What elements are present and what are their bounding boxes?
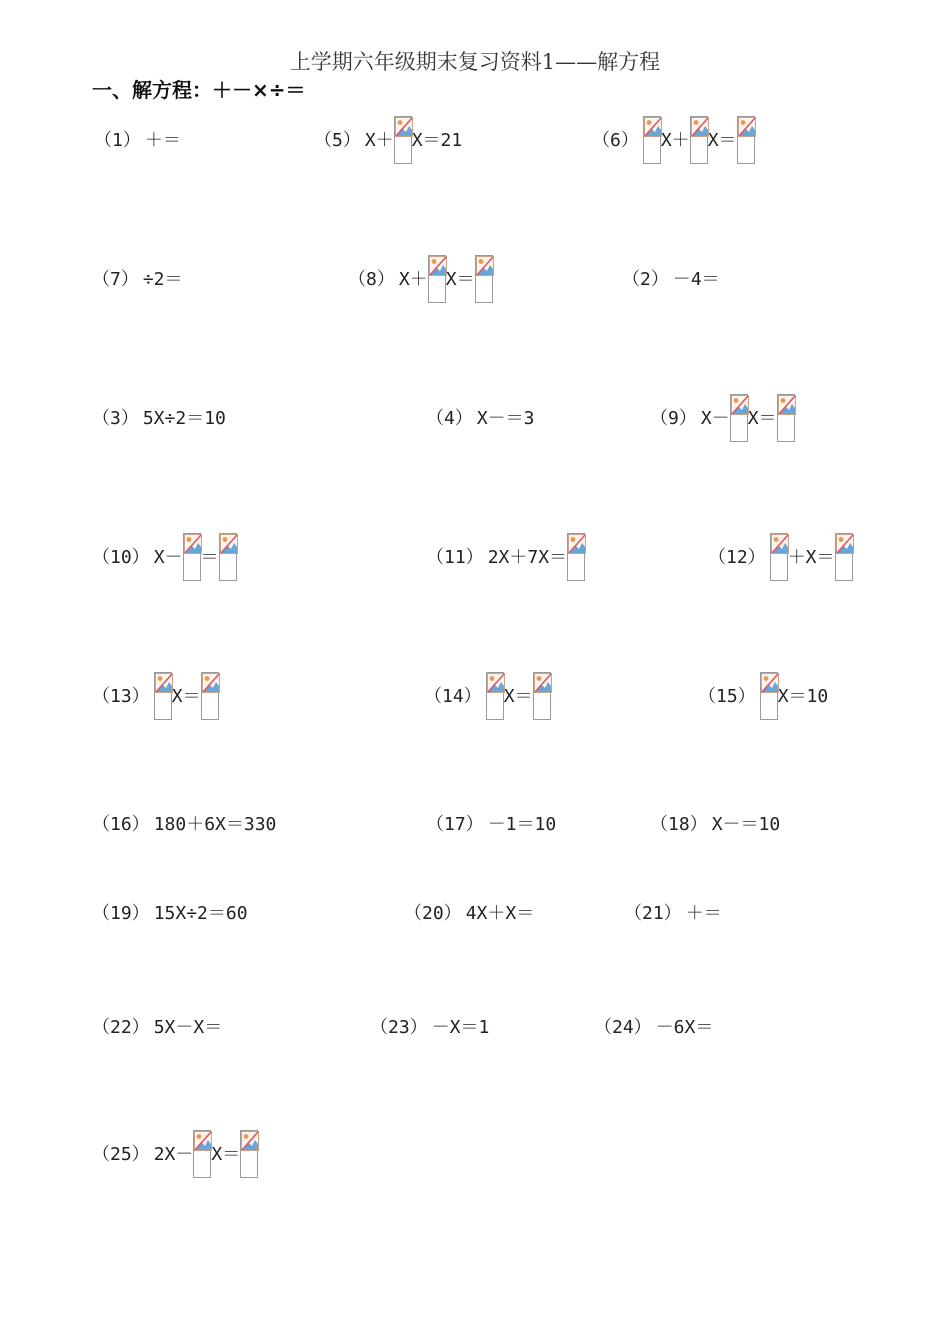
equation-text: X＝21: [411, 130, 463, 151]
equation-number: （23）: [370, 1017, 428, 1038]
equation-text: 2X－: [153, 1144, 194, 1165]
equation-text: X－: [700, 408, 730, 429]
equation-item: [348, 255, 493, 307]
equation-text: X＝: [445, 269, 475, 290]
equation-text: X－＝10: [711, 814, 781, 835]
fraction-image-placeholder-icon: [770, 533, 788, 581]
fraction-image-placeholder-icon: [154, 672, 172, 720]
equation-item: [424, 672, 551, 724]
equation-item: [92, 394, 226, 446]
equation-number: （16）: [92, 814, 150, 835]
fraction-image-placeholder-icon: [737, 116, 755, 164]
equation-text: X＋: [398, 269, 428, 290]
fraction-image-placeholder-icon: [219, 533, 237, 581]
equation-item: [92, 1130, 258, 1182]
equation-number: （12）: [708, 547, 766, 568]
equation-number: （8）: [348, 269, 395, 290]
equation-item: [92, 1003, 222, 1055]
fraction-image-placeholder-icon: [690, 116, 708, 164]
fraction-image-placeholder-icon: [730, 394, 748, 442]
fraction-image-placeholder-icon: [835, 533, 853, 581]
equation-number: （24）: [594, 1017, 652, 1038]
equation-number: （21）: [624, 903, 682, 924]
equation-text: 5X÷2＝10: [142, 408, 226, 429]
equation-item: [624, 889, 722, 941]
equation-text: X＝: [503, 686, 533, 707]
fraction-image-placeholder-icon: [394, 116, 412, 164]
equation-item: [426, 394, 535, 446]
equation-text: X＝: [211, 1144, 241, 1165]
equation-item: [92, 800, 276, 852]
fraction-image-placeholder-icon: [201, 672, 219, 720]
equation-text: －X＝1: [431, 1017, 490, 1038]
equation-text: 4X＋X＝: [465, 903, 535, 924]
fraction-image-placeholder-icon: [183, 533, 201, 581]
equation-number: （11）: [426, 547, 484, 568]
equation-number: （22）: [92, 1017, 150, 1038]
equation-number: （20）: [404, 903, 462, 924]
equation-number: （15）: [698, 686, 756, 707]
equation-number: （14）: [424, 686, 482, 707]
equation-text: X＋: [660, 130, 690, 151]
equation-item: [94, 116, 181, 168]
equation-item: [370, 1003, 489, 1055]
equation-item: [314, 116, 462, 168]
equation-text: ＋X＝: [787, 547, 835, 568]
equation-text: X－: [153, 547, 183, 568]
fraction-image-placeholder-icon: [760, 672, 778, 720]
equation-number: （10）: [92, 547, 150, 568]
fraction-image-placeholder-icon: [533, 672, 551, 720]
equation-text: 180＋6X＝330: [153, 814, 277, 835]
equation-item: [426, 533, 585, 585]
equation-item: [708, 533, 853, 585]
equation-item: [594, 1003, 713, 1055]
equation-item: [592, 116, 755, 168]
equation-number: （25）: [92, 1144, 150, 1165]
equation-text: X＝: [707, 130, 737, 151]
equation-item: [650, 800, 780, 852]
equation-text: X＋: [364, 130, 394, 151]
equation-text: －6X＝: [655, 1017, 714, 1038]
equation-item: [622, 255, 720, 307]
equation-number: （9）: [650, 408, 697, 429]
fraction-image-placeholder-icon: [643, 116, 661, 164]
equation-text: ＋＝: [144, 130, 181, 151]
equation-number: （3）: [92, 408, 139, 429]
equation-item: [698, 672, 828, 724]
equation-text: X＝10: [777, 686, 829, 707]
fraction-image-placeholder-icon: [475, 255, 493, 303]
equation-text: 5X－X＝: [153, 1017, 223, 1038]
fraction-image-placeholder-icon: [240, 1130, 258, 1178]
fraction-image-placeholder-icon: [193, 1130, 211, 1178]
equation-item: [650, 394, 795, 446]
equation-text: 15X÷2＝60: [153, 903, 248, 924]
equation-text: －4＝: [672, 269, 720, 290]
equation-number: （13）: [92, 686, 150, 707]
equation-item: [426, 800, 556, 852]
equation-text: 2X＋7X＝: [487, 547, 568, 568]
page-title: 上学期六年级期末复习资料1——解方程: [289, 50, 661, 74]
equation-item: [92, 533, 237, 585]
equation-number: （1）: [94, 130, 141, 151]
equation-number: （2）: [622, 269, 669, 290]
equation-number: （19）: [92, 903, 150, 924]
equation-text: ＋＝: [685, 903, 722, 924]
equation-number: （6）: [592, 130, 639, 151]
equation-item: [404, 889, 534, 941]
fraction-image-placeholder-icon: [486, 672, 504, 720]
equation-text: X＝: [747, 408, 777, 429]
equation-number: （17）: [426, 814, 484, 835]
fraction-image-placeholder-icon: [567, 533, 585, 581]
equation-number: （18）: [650, 814, 708, 835]
equation-item: [92, 889, 248, 941]
fraction-image-placeholder-icon: [777, 394, 795, 442]
equation-number: （5）: [314, 130, 361, 151]
equation-text: ÷2＝: [142, 269, 183, 290]
equation-number: （4）: [426, 408, 473, 429]
equation-item: [92, 672, 219, 724]
equation-text: －1＝10: [487, 814, 557, 835]
equation-number: （7）: [92, 269, 139, 290]
equation-text: ＝: [200, 547, 219, 568]
equation-text: X－＝3: [476, 408, 535, 429]
equation-item: [92, 255, 183, 307]
section-heading: 一、解方程：＋－×÷＝: [92, 78, 306, 102]
equation-text: X＝: [171, 686, 201, 707]
fraction-image-placeholder-icon: [428, 255, 446, 303]
